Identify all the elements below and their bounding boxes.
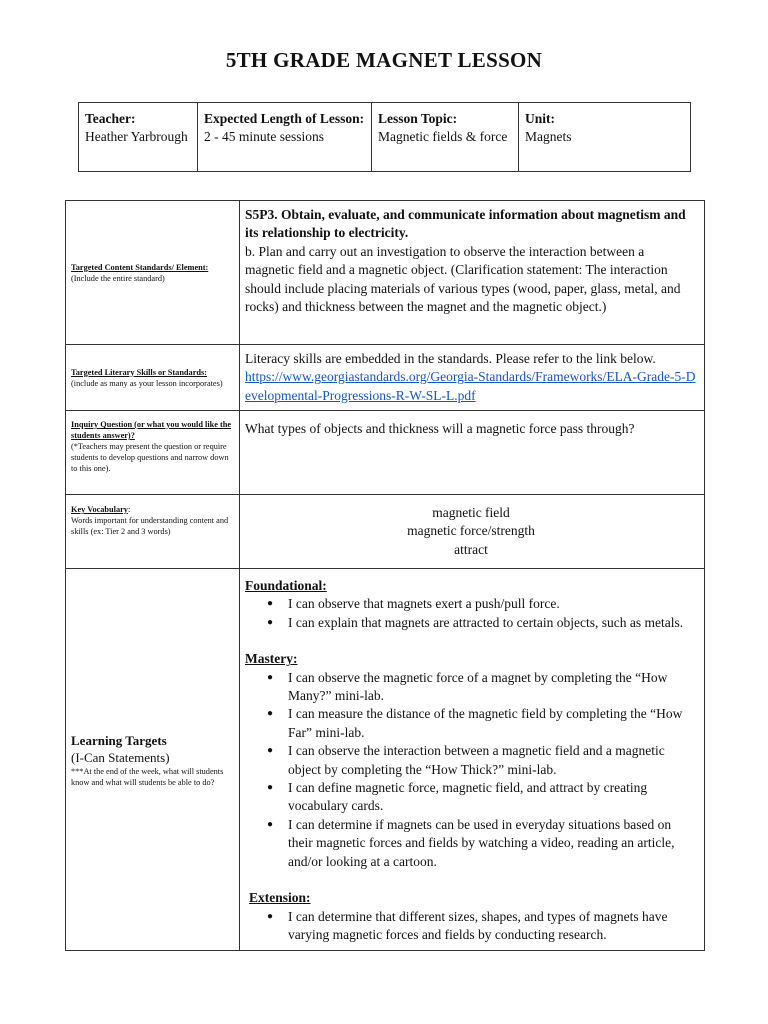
targets-label-cell <box>66 569 240 951</box>
literacy-label-cell <box>66 345 240 411</box>
unit-cell <box>519 103 691 172</box>
list-item: ● I can define magnetic force, magnetic field, and attract by creating vocabulary cards. <box>288 779 697 816</box>
vocab-term: attract <box>454 541 488 557</box>
topic-cell <box>372 103 519 172</box>
list-item: ● I can determine if magnets can be used in everyday situations based on their magnetic forces and fields by watching a video, reading an article, and/or looking at a cartoon. <box>288 816 697 871</box>
length-label: Expected Length of Lesson: <box>204 111 365 126</box>
topic-label: Lesson Topic: <box>378 111 458 126</box>
mastery-heading: Mastery: <box>245 651 298 667</box>
literacy-row <box>66 345 705 411</box>
list-item: ● I can explain that magnets are attracted to certain objects, such as metals. <box>288 614 697 632</box>
vocabulary-label-colon: : <box>127 505 131 514</box>
unit-label: Unit: <box>525 111 555 126</box>
length-value: 2 - 45 minute sessions <box>204 129 324 144</box>
length-cell <box>198 103 372 172</box>
vocabulary-label: Key Vocabulary <box>71 505 128 514</box>
vocabulary-content-cell <box>240 495 705 569</box>
standards-label-note: (Include the entire standard) <box>71 273 165 283</box>
literacy-content-cell <box>240 345 705 411</box>
list-item: ● I can observe the magnetic force of a magnet by completing the “How Many?” mini-lab. <box>288 669 697 706</box>
standards-label-cell <box>66 201 240 345</box>
standards-row <box>66 201 705 345</box>
teacher-value: Heather Yarbrough <box>85 129 188 144</box>
vocabulary-row <box>66 495 705 569</box>
vocab-term: magnetic force/strength <box>407 523 535 539</box>
literacy-text: Literacy skills are embedded in the standards. Please refer to the link below. <box>245 351 656 366</box>
page-title: 5TH GRADE MAGNET LESSON <box>225 48 543 72</box>
teacher-cell <box>79 103 198 172</box>
literacy-label-note: (include as many as your lesson incorporates) <box>71 378 223 388</box>
foundational-list <box>245 595 697 632</box>
inquiry-label-note: (*Teachers may present the question or require students to develop questions and narrow down to this one). <box>71 442 229 473</box>
inquiry-label: Inquiry Question (or what you would like the students answer)? <box>71 420 232 440</box>
topic-value: Magnetic fields & force <box>378 129 508 144</box>
vocabulary-label-note: Words important for understanding content and skills (ex: Tier 2 and 3 words) <box>71 516 229 536</box>
learning-targets-row <box>66 569 705 951</box>
list-item: ● I can measure the distance of the magnetic field by completing the “How Far” mini-lab. <box>288 705 697 742</box>
targets-sublabel: (I-Can Statements) <box>71 749 170 765</box>
standard-title: S5P3. Obtain, evaluate, and communicate information about magnetism and its relationship to electricity. <box>245 207 686 241</box>
extension-heading: Extension: <box>249 890 311 906</box>
standard-body: b. Plan and carry out an investigation to observe the interaction between a magnetic field and a magnetic object. (Clarification statement: The interaction should include placing materials of various types (wood, paper, glass, metal, and rocks) and thickness between the magnet and the magnetic object.) <box>245 243 681 315</box>
mastery-list <box>245 669 697 871</box>
lesson-header-table <box>78 102 691 172</box>
inquiry-label-cell <box>66 411 240 495</box>
vocab-term: magnetic field <box>432 505 510 520</box>
foundational-heading: Foundational: <box>245 578 327 593</box>
literacy-label: Targeted Literary Skills or Standards: <box>71 367 207 377</box>
targets-label: Learning Targets <box>71 732 167 748</box>
literacy-standards-link[interactable]: https://www.georgiastandards.org/Georgia-Standards/Frameworks/ELA-Grade-5-Developmental-Progressions-R-W-SL-L.pdf <box>245 369 696 403</box>
targets-content-cell <box>240 569 705 951</box>
unit-value: Magnets <box>525 129 572 144</box>
lesson-details-table <box>65 200 705 951</box>
inquiry-content-cell <box>240 411 705 495</box>
inquiry-question: What types of objects and thickness will a magnetic force pass through? <box>245 421 635 436</box>
teacher-label: Teacher: <box>85 111 136 126</box>
standards-content-cell <box>240 201 705 345</box>
list-item: ● I can determine that different sizes, shapes, and types of magnets have varying magnetic forces and fields by conducting research. <box>288 908 697 945</box>
standards-label: Targeted Content Standards/ Element: <box>71 262 209 272</box>
list-item: ● I can observe the interaction between a magnetic field and a magnetic object by completing the “How Thick?” mini-lab. <box>288 742 697 779</box>
list-item: ● I can observe that magnets exert a push/pull force. <box>288 595 697 613</box>
targets-label-note: ***At the end of the week, what will students know and what will students be able to do? <box>71 766 224 787</box>
inquiry-row <box>66 411 705 495</box>
extension-list <box>245 908 697 945</box>
vocabulary-label-cell <box>66 495 240 569</box>
